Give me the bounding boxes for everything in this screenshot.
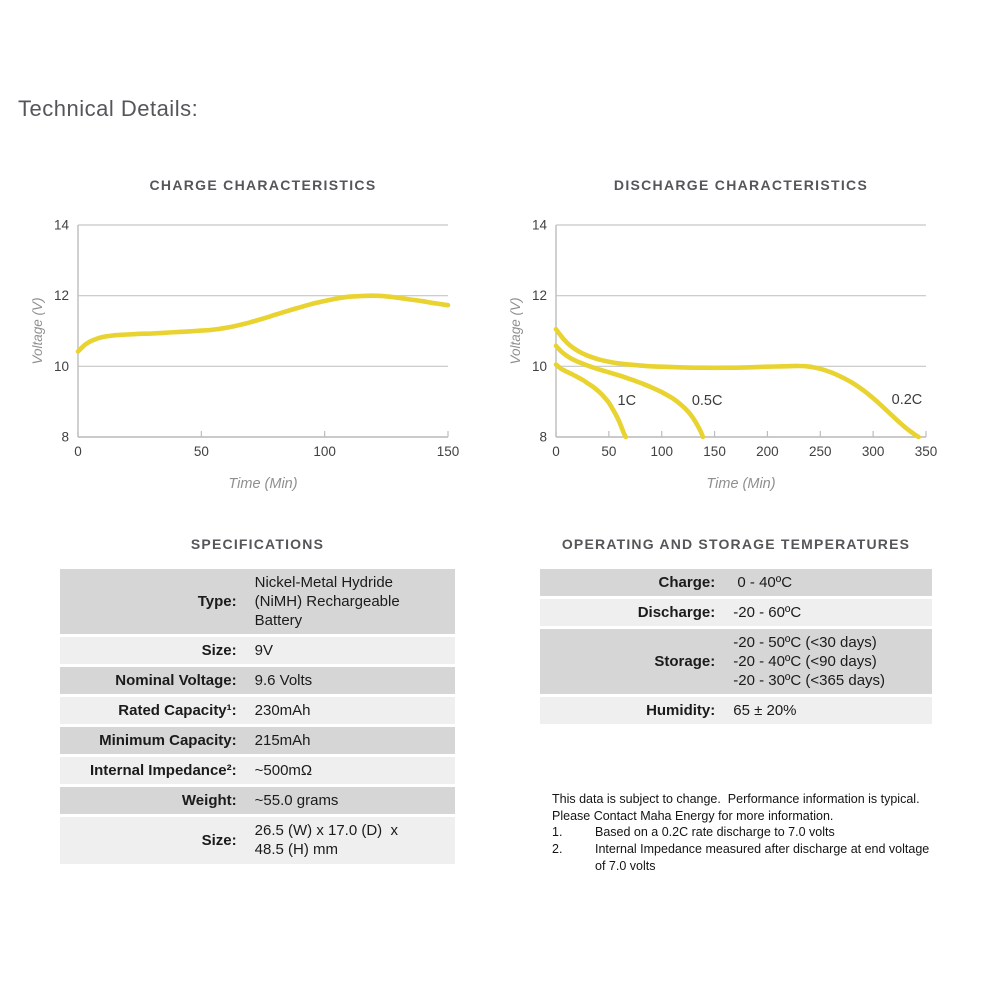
discharge-characteristics-chart <box>506 176 948 498</box>
y-tick-label: 8 <box>539 429 547 445</box>
row-label: Storage: <box>654 653 716 671</box>
y-tick-label: 14 <box>53 217 69 233</box>
chart-title-charge: CHARGE CHARACTERISTICS <box>149 177 377 193</box>
row-value: ~55.0 grams <box>254 792 339 810</box>
table-row <box>540 599 932 626</box>
row-label: Minimum Capacity: <box>99 732 237 750</box>
x-tick-label: 50 <box>601 444 617 459</box>
specifications-table <box>60 569 455 867</box>
table-row <box>540 697 932 724</box>
table-row <box>60 787 455 814</box>
row-label: Rated Capacity¹: <box>118 702 237 720</box>
x-tick-label: 250 <box>809 444 832 459</box>
table-row <box>540 569 932 596</box>
footnote-list <box>552 824 934 874</box>
series-charge-curve <box>78 296 448 352</box>
x-tick-label: 50 <box>193 444 209 459</box>
footnotes <box>552 791 934 874</box>
x-tick-label: 150 <box>436 444 460 459</box>
x-tick-label: 100 <box>313 444 336 459</box>
table-row <box>60 697 455 724</box>
charge-characteristics-chart <box>28 176 470 498</box>
y-tick-label: 14 <box>531 217 547 233</box>
x-tick-label: 0 <box>74 444 82 459</box>
x-axis-title: Time (Min) <box>228 476 298 492</box>
discharge-line-chart <box>506 213 948 498</box>
y-axis-title: Voltage (V) <box>508 297 523 365</box>
y-tick-label: 12 <box>531 288 547 304</box>
row-label: Humidity: <box>646 702 716 720</box>
footnote-item <box>552 841 934 874</box>
row-value: 9V <box>254 642 273 660</box>
row-label: Nominal Voltage: <box>115 672 237 690</box>
x-tick-label: 350 <box>914 444 938 459</box>
temperatures-title: OPERATING AND STORAGE TEMPERATURES <box>561 536 911 552</box>
table-row <box>60 637 455 664</box>
row-label: Type: <box>197 593 237 611</box>
chart-title-discharge: DISCHARGE CHARACTERISTICS <box>613 177 869 193</box>
x-tick-label: 100 <box>650 444 673 459</box>
y-tick-label: 10 <box>531 358 547 374</box>
row-value: 215mAh <box>254 732 311 750</box>
page-title: Technical Details: <box>18 96 199 121</box>
footnote-number: 1. <box>552 825 563 840</box>
footnote-number: 2. <box>552 841 563 856</box>
table-row <box>60 667 455 694</box>
x-tick-label: 0 <box>552 444 560 459</box>
table-row <box>60 569 455 634</box>
series-0.5C <box>556 346 703 437</box>
row-value: 9.6 Volts <box>254 672 313 690</box>
table-row <box>540 629 932 694</box>
row-value: 230mAh <box>254 702 311 720</box>
x-tick-label: 150 <box>703 444 726 459</box>
table-row <box>60 727 455 754</box>
row-label: Internal Impedance²: <box>89 762 237 780</box>
row-label: Charge: <box>658 574 716 591</box>
specifications-title: SPECIFICATIONS <box>190 536 325 552</box>
y-axis-title: Voltage (V) <box>30 297 45 365</box>
row-value: 26.5 (W) x 17.0 (D) x 48.5 (H) mm <box>254 822 399 859</box>
row-label: Size: <box>201 642 237 660</box>
table-row <box>60 757 455 784</box>
y-tick-label: 10 <box>53 358 69 374</box>
x-axis-title: Time (Min) <box>706 476 776 492</box>
row-label: Discharge: <box>637 604 716 622</box>
row-value: -20 - 60ºC <box>733 604 802 622</box>
row-label: Weight: <box>181 792 237 810</box>
charge-line-chart <box>28 213 470 498</box>
footnote-text: Based on a 0.2C rate discharge to 7.0 volts <box>595 825 835 840</box>
curve-label: 1C <box>617 393 637 410</box>
curve-label: 0.5C <box>691 393 723 410</box>
curve-label: 0.2C <box>891 392 923 409</box>
row-value: Nickel-Metal Hydride (NiMH) Rechargeable Battery <box>254 574 400 630</box>
y-tick-label: 12 <box>53 288 69 304</box>
series-0.2C <box>556 329 919 437</box>
footnote-intro: This data is subject to change. Performance information is typical. Please Contact Maha Energy for more information. <box>552 792 924 823</box>
table-row <box>60 817 455 863</box>
row-value: -20 - 50ºC (<30 days) -20 - 40ºC (<90 days) -20 - 30ºC (<365 days) <box>733 634 886 690</box>
row-value: 0 - 40ºC <box>733 574 793 591</box>
row-label: Size: <box>201 831 237 849</box>
row-value: ~500mΩ <box>254 762 313 780</box>
x-tick-label: 300 <box>861 444 885 459</box>
x-tick-label: 200 <box>756 444 779 459</box>
footnote-item <box>552 824 934 841</box>
temperatures-table <box>540 569 932 727</box>
y-tick-label: 8 <box>61 429 69 445</box>
row-value: 65 ± 20% <box>733 702 797 720</box>
footnote-text: Internal Impedance measured after discharge at end voltage of 7.0 volts <box>595 841 933 873</box>
